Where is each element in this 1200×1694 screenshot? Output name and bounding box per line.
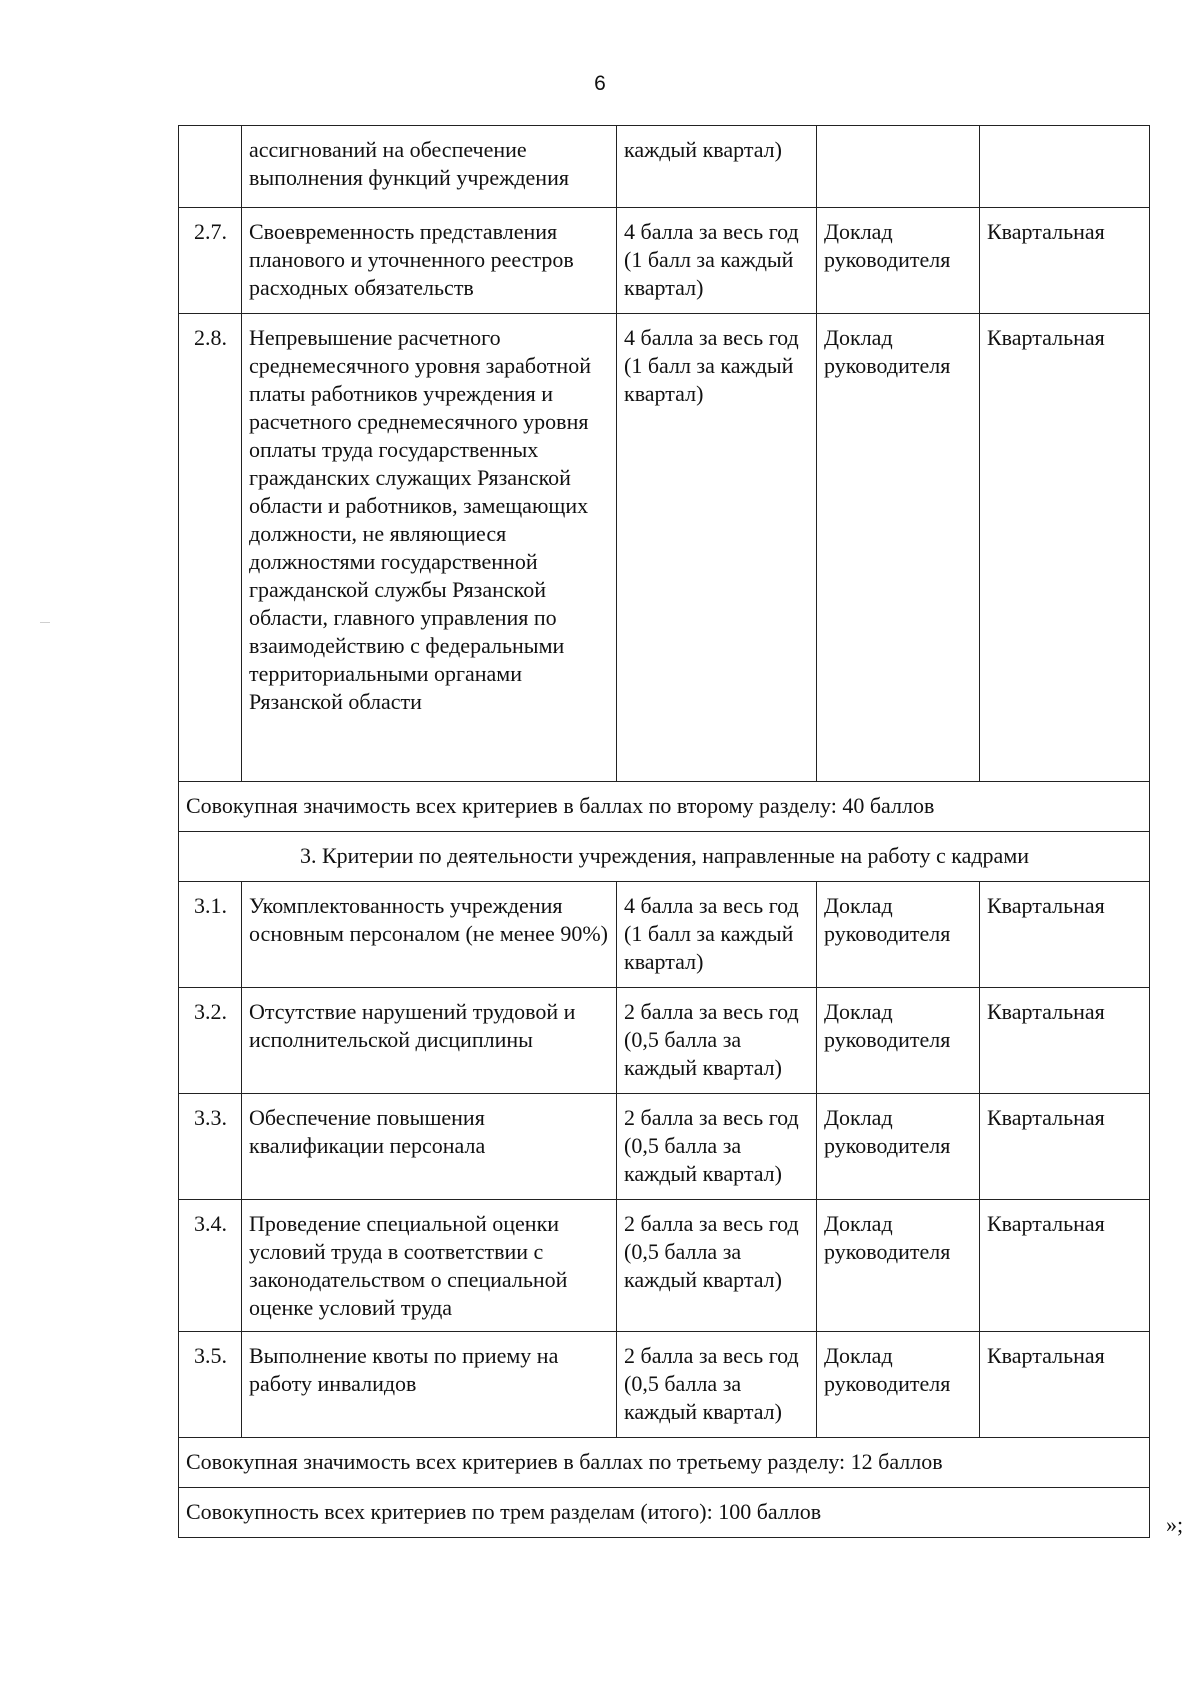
row-number <box>179 126 242 208</box>
criterion-name: ассигнований на обеспечение выполнения функций учреждения <box>242 126 617 208</box>
section-total-row <box>179 782 1150 832</box>
criterion-name: Непревышение расчетного среднемесячного уровня заработной платы работников учреждения и расчетного среднемесячного уровня оплаты труда государственных гражданских служащих Рязанской области и работников, замещающих должности, не являющиеся должностями государственной гражданской службы Рязанской области, главного управления по взаимодействию с федеральными территориальными органами Рязанской области <box>242 314 617 782</box>
criterion-source <box>817 126 980 208</box>
criterion-source: Доклад руководителя <box>817 314 980 782</box>
page-number: 6 <box>594 72 606 95</box>
row-number: 3.1. <box>179 882 242 988</box>
table-row <box>179 988 1150 1094</box>
section3-total: Совокупная значимость всех критериев в баллах по третьему разделу: 12 баллов <box>179 1438 1150 1488</box>
criterion-source: Доклад руководителя <box>817 988 980 1094</box>
criterion-score: 2 балла за весь год (0,5 балла за каждый квартал) <box>617 1332 817 1438</box>
section2-total: Совокупная значимость всех критериев в баллах по второму разделу: 40 баллов <box>179 782 1150 832</box>
criterion-name: Укомплектованность учреждения основным персоналом (не менее 90%) <box>242 882 617 988</box>
criterion-period: Квартальная <box>980 314 1150 782</box>
row-number: 3.3. <box>179 1094 242 1200</box>
table-row <box>179 208 1150 314</box>
criterion-name: Отсутствие нарушений трудовой и исполнительской дисциплины <box>242 988 617 1094</box>
grand-total: Совокупность всех критериев по трем разделам (итого): 100 баллов <box>179 1488 1150 1538</box>
grand-total-row <box>179 1488 1150 1538</box>
row-number: 2.8. <box>179 314 242 782</box>
criteria-table-container <box>178 125 1150 1538</box>
criteria-table <box>178 125 1150 1538</box>
criterion-period: Квартальная <box>980 208 1150 314</box>
section3-title: 3. Критерии по деятельности учреждения, направленные на работу с кадрами <box>179 832 1150 882</box>
scan-artifact <box>40 622 50 623</box>
table-row <box>179 314 1150 782</box>
closing-quote: »; <box>1166 1512 1184 1537</box>
criterion-name: Выполнение квоты по приему на работу инвалидов <box>242 1332 617 1438</box>
row-number: 3.4. <box>179 1200 242 1332</box>
criterion-score: каждый квартал) <box>617 126 817 208</box>
criterion-source: Доклад руководителя <box>817 882 980 988</box>
criterion-score: 2 балла за весь год (0,5 балла за каждый квартал) <box>617 1094 817 1200</box>
criterion-source: Доклад руководителя <box>817 208 980 314</box>
section-title-row <box>179 832 1150 882</box>
criterion-score: 4 балла за весь год (1 балл за каждый квартал) <box>617 208 817 314</box>
criterion-period: Квартальная <box>980 882 1150 988</box>
row-number: 2.7. <box>179 208 242 314</box>
table-row <box>179 1094 1150 1200</box>
criterion-period: Квартальная <box>980 988 1150 1094</box>
criterion-name: Своевременность представления планового и уточненного реестров расходных обязательств <box>242 208 617 314</box>
criterion-period: Квартальная <box>980 1200 1150 1332</box>
criterion-source: Доклад руководителя <box>817 1200 980 1332</box>
criterion-score: 4 балла за весь год (1 балл за каждый квартал) <box>617 314 817 782</box>
table-row <box>179 1332 1150 1438</box>
criterion-score: 2 балла за весь год (0,5 балла за каждый квартал) <box>617 1200 817 1332</box>
row-number: 3.2. <box>179 988 242 1094</box>
row-number: 3.5. <box>179 1332 242 1438</box>
criterion-source: Доклад руководителя <box>817 1332 980 1438</box>
section-total-row <box>179 1438 1150 1488</box>
criterion-period: Квартальная <box>980 1332 1150 1438</box>
criterion-score: 2 балла за весь год (0,5 балла за каждый квартал) <box>617 988 817 1094</box>
criterion-source: Доклад руководителя <box>817 1094 980 1200</box>
table-row <box>179 126 1150 208</box>
criterion-period: Квартальная <box>980 1094 1150 1200</box>
criterion-name: Проведение специальной оценки условий труда в соответствии с законодательством о специальной оценке условий труда <box>242 1200 617 1332</box>
table-row <box>179 1200 1150 1332</box>
criterion-period <box>980 126 1150 208</box>
table-row <box>179 882 1150 988</box>
criterion-score: 4 балла за весь год (1 балл за каждый квартал) <box>617 882 817 988</box>
criterion-name: Обеспечение повышения квалификации персонала <box>242 1094 617 1200</box>
